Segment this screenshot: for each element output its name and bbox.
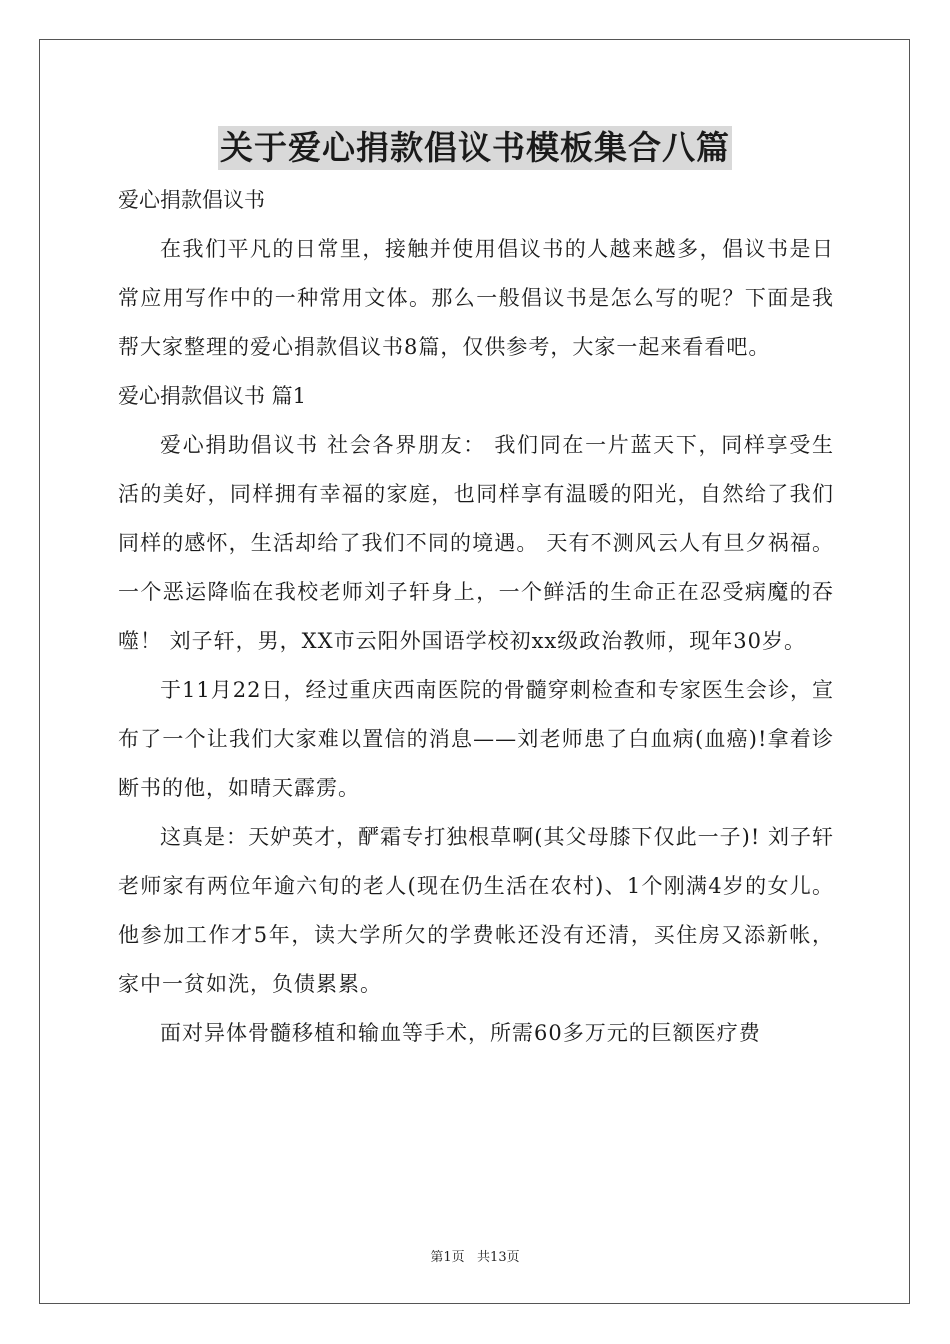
page-number: 第1页 共13页 [430, 1250, 520, 1265]
paragraph: 爱心捐助倡议书 社会各界朋友： 我们同在一片蓝天下，同样享受生活的美好，同样拥有幸福的家庭，也同样享有温暖的阳光，自然给了我们同样的感怀，生活却给了我们不同的境遇。 天有不测风云人有旦夕祸福。一个恶运降临在我校老师刘子轩身上，一个鲜活的生命正在忍受病魔的吞噬！ 刘子轩，男，XX市云阳外国语学校初xx级政治教师，现年30岁。 [118, 433, 834, 653]
document-body [118, 176, 834, 1058]
paragraph: 在我们平凡的日常里，接触并使用倡议书的人越来越多，倡议书是日常应用写作中的一种常用文体。那么一般倡议书是怎么写的呢？下面是我帮大家整理的爱心捐款倡议书8篇，仅供参考，大家一起来看看吧。 [118, 237, 834, 359]
paragraph: 面对异体骨髓移植和输血等手术，所需60多万元的巨额医疗费 [160, 1021, 761, 1045]
document-title-text: 关于爱心捐款倡议书模板集合八篇 [218, 126, 732, 170]
document-title [0, 126, 950, 170]
paragraph: 于11月22日，经过重庆西南医院的骨髓穿刺检查和专家医生会诊，宣布了一个让我们大家难以置信的消息——刘老师患了白血病(血癌)!拿着诊断书的他，如晴天霹雳。 [118, 678, 834, 800]
section-heading: 爱心捐款倡议书 篇1 [118, 384, 307, 408]
page-footer [0, 1246, 950, 1265]
section-heading: 爱心捐款倡议书 [118, 188, 265, 212]
paragraph: 这真是：天妒英才，酽霜专打独根草啊(其父母膝下仅此一子)! 刘子轩老师家有两位年逾六旬的老人(现在仍生活在农村)、1个刚满4岁的女儿。他参加工作才5年，读大学所欠的学费帐还没有还清，买住房又添新帐，家中一贫如洗，负债累累。 [118, 825, 834, 996]
